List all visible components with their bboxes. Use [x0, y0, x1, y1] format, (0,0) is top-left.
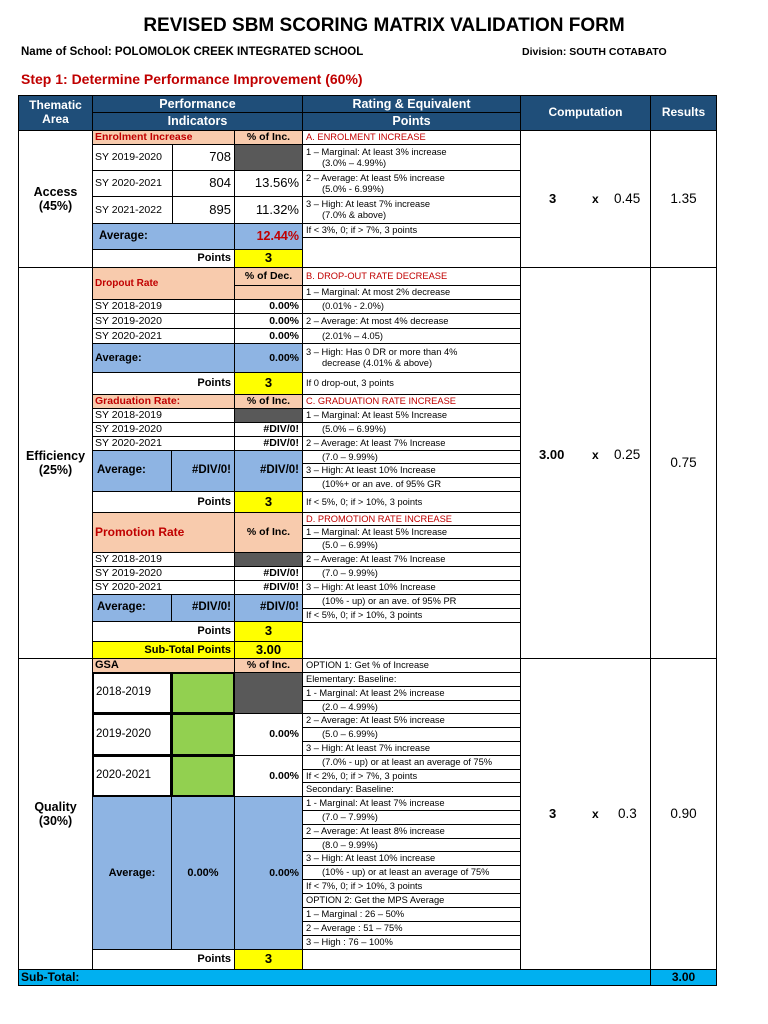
dropout-row-year: SY 2018-2019 [92, 299, 235, 314]
dropout-rating-line [302, 299, 521, 314]
access-rating-title: A. ENROLMENT INCREASE [302, 130, 521, 145]
gsa-row-pct: 0.00% [234, 755, 303, 797]
rating-text: (5.0 – 6.99%) [322, 540, 378, 551]
promotion-row-pct-empty [234, 552, 303, 567]
header-rating-text: Rating & Equivalent [352, 96, 471, 111]
quality-rating-line: 2 – Average: At least 8% increase [302, 824, 521, 839]
promotion-rating-line [302, 538, 521, 553]
gsa-row-input[interactable] [171, 713, 235, 756]
header-computation [520, 95, 651, 131]
dropout-rating-line: 1 – Marginal: At most 2% decrease [302, 285, 521, 300]
rating-text: (2.01% – 4.05) [322, 330, 383, 341]
rating-text: (7.0 – 9.99%) [322, 451, 378, 462]
quality-rating-line [302, 700, 521, 714]
access-row-value: 895 [172, 196, 235, 224]
promotion-rating-line: 2 – Average: At least 7% Increase [302, 552, 521, 567]
quality-rating-line [302, 755, 521, 770]
gsa-pct-label: % of Inc. [234, 658, 303, 673]
promotion-row-year: SY 2020-2021 [92, 580, 235, 595]
quality-rating-line: 2 – Average : 51 – 75% [302, 921, 521, 936]
access-row-value: 804 [172, 170, 235, 197]
access-row-pct: 13.56% [234, 170, 303, 197]
quality-rating-line: 3 – High : 76 – 100% [302, 935, 521, 950]
access-points-value: 3 [234, 249, 303, 268]
graduation-rating-line: 3 – High: At least 10% Increase [302, 463, 521, 478]
access-result-text: 1.35 [670, 191, 697, 207]
graduation-average-label: Average: [92, 450, 172, 492]
gsa-row-pct-empty [234, 672, 303, 714]
efficiency-computation-cell [520, 267, 651, 659]
rating-text: (5.0% – 6.99%) [322, 424, 387, 435]
promotion-points-value: 3 [234, 621, 303, 642]
header-indicators-text: Indicators [167, 114, 228, 129]
promotion-row-year: SY 2019-2020 [92, 566, 235, 581]
access-rating-blank [302, 237, 521, 268]
gsa-row-input[interactable] [171, 672, 235, 714]
access-row-pct-empty [234, 144, 303, 171]
access-average-value: 12.44% [234, 223, 303, 250]
promotion-row-pct: #DIV/0! [234, 566, 303, 581]
access-pct-label: % of Inc. [234, 130, 303, 145]
gsa-row-input[interactable] [171, 755, 235, 797]
efficiency-area-cell [18, 267, 93, 659]
gsa-points-value: 3 [234, 949, 303, 970]
efficiency-comp-points: 3.00 [539, 447, 565, 462]
efficiency-subtotal-value: 3.00 [234, 641, 303, 659]
header-points-text: Points [392, 114, 431, 129]
promotion-average-label: Average: [92, 594, 172, 622]
rating-text: (0.01% - 2.0%) [322, 301, 385, 312]
quality-rating-line [302, 810, 521, 825]
quality-rating-blank [302, 949, 521, 970]
rating-text: 3 – High: Has 0 DR or more than 4% [306, 347, 458, 358]
graduation-average-mid: #DIV/0! [171, 450, 235, 492]
footer-subtotal-value: 3.00 [650, 969, 717, 986]
graduation-rating-line: 1 – Marginal: At least 5% Increase [302, 408, 521, 423]
quality-rating-line: Elementary: Baseline: [302, 672, 521, 687]
promotion-points-label: Points [92, 621, 235, 642]
efficiency-area-name: Efficiency [25, 448, 86, 463]
access-points-label: Points [92, 249, 235, 268]
header-points [302, 112, 521, 131]
dropout-rating-line [302, 328, 521, 344]
header-results [650, 95, 717, 131]
graduation-row-pct: #DIV/0! [234, 422, 303, 437]
quality-rating-line: 3 – High: At least 10% increase [302, 851, 521, 866]
dropout-row-pct: 0.00% [234, 328, 303, 344]
graduation-row-pct-empty [234, 408, 303, 423]
quality-comp-weight: 0.3 [618, 806, 637, 821]
access-average-label-text: Average: [99, 229, 148, 242]
efficiency-subtotal-label: Sub-Total Points [92, 641, 235, 659]
dropout-row-pct: 0.00% [234, 313, 303, 329]
dropout-row-year: SY 2020-2021 [92, 328, 235, 344]
graduation-row-year: SY 2020-2021 [92, 436, 235, 451]
gsa-row-pct: 0.00% [234, 713, 303, 756]
access-comp-points: 3 [549, 191, 557, 206]
quality-rating-line: 1 - Marginal: At least 7% increase [302, 796, 521, 811]
dropout-rating-line: 2 – Average: At most 4% decrease [302, 313, 521, 329]
rating-text: (10%+ or an ave. of 95% GR [322, 479, 442, 490]
access-rating-rule: If < 3%, 0; if > 7%, 3 points [302, 223, 521, 238]
step-heading: Step 1: Determine Performance Improvement (60%) [21, 71, 363, 87]
dropout-row-pct: 0.00% [234, 299, 303, 314]
gsa-row-year: 2020-2021 [92, 755, 172, 797]
rating-text: (7.0% - up) or at least an average of 75% [322, 757, 493, 768]
dropout-indicator-label: Dropout Rate [92, 267, 235, 300]
graduation-rating-rule: If < 5%, 0; if > 10%, 3 points [302, 491, 521, 513]
graduation-rating-line: 2 – Average: At least 7% Increase [302, 436, 521, 451]
access-average-label [92, 223, 235, 250]
efficiency-result-text: 0.75 [670, 455, 697, 471]
access-result [650, 130, 717, 268]
gsa-row-year: 2018-2019 [92, 672, 172, 714]
access-area-name: Access [33, 184, 78, 199]
graduation-row-year: SY 2018-2019 [92, 408, 235, 423]
rating-text: (8.0 – 9.99%) [322, 839, 378, 850]
efficiency-comp-weight: 0.25 [614, 447, 641, 462]
header-indicators [92, 112, 303, 131]
graduation-pct-label: % of Inc. [234, 394, 303, 409]
graduation-points-value: 3 [234, 491, 303, 513]
promotion-rating-blank [302, 622, 521, 659]
rating-text: (5.0 – 6.99%) [322, 729, 378, 740]
promotion-rating-rule: If < 5%, 0; if > 10%, 3 points [302, 608, 521, 623]
dropout-pct-blank [234, 285, 303, 300]
quality-rating-line: 1 – Marginal : 26 – 50% [302, 907, 521, 922]
gsa-points-label: Points [92, 949, 235, 970]
quality-rating-line: Secondary: Baseline: [302, 782, 521, 797]
header-performance-text: Performance [159, 96, 236, 111]
division-name: Division: SOUTH COTABATO [522, 46, 667, 58]
quality-comp-points: 3 [549, 806, 557, 821]
dropout-rating-title: B. DROP-OUT RATE DECREASE [302, 267, 521, 286]
rating-text: (10% - up) or at least an average of 75% [322, 867, 490, 878]
rating-text: 2 – Average: At least 5% increase [306, 172, 445, 183]
graduation-rating-line [302, 422, 521, 437]
access-row-year: SY 2021-2022 [92, 196, 173, 224]
graduation-row-year: SY 2019-2020 [92, 422, 235, 437]
quality-area-cell [18, 658, 93, 970]
gsa-average-label: Average: [92, 796, 172, 950]
rating-text: (5.0% - 6.99%) [322, 183, 385, 194]
quality-rating-line: 3 – High: At least 7% increase [302, 741, 521, 756]
access-row-year: SY 2019-2020 [92, 144, 173, 171]
access-rating-line [302, 196, 521, 224]
gsa-indicator-label: GSA [92, 658, 235, 673]
header-thematic-area [18, 95, 93, 131]
header-thematic-text: Thematic Area [29, 98, 82, 126]
page-title: REVISED SBM SCORING MATRIX VALIDATION FORM [143, 15, 625, 36]
access-row-year: SY 2020-2021 [92, 170, 173, 197]
dropout-points-value: 3 [234, 372, 303, 395]
rating-text: (7.0 – 7.99%) [322, 812, 378, 823]
quality-result [650, 658, 717, 970]
header-rating [302, 95, 521, 113]
dropout-average-label: Average: [92, 343, 235, 373]
quality-rating-line [302, 838, 521, 852]
footer-subtotal-label: Sub-Total: [18, 969, 651, 986]
quality-rating-line [302, 727, 521, 742]
access-comp-x: x [592, 192, 599, 206]
quality-result-text: 0.90 [670, 806, 697, 822]
quality-rating-line: 2 – Average: At least 5% increase [302, 713, 521, 728]
rating-text: decrease (4.01% & above) [322, 358, 433, 368]
rating-text: (3.0% – 4.99%) [322, 157, 387, 168]
dropout-pct-label: % of Dec. [234, 267, 303, 286]
graduation-points-label: Points [92, 491, 235, 513]
gsa-row-year: 2019-2020 [92, 713, 172, 756]
rating-text: (10% - up) or an ave. of 95% PR [322, 596, 457, 607]
quality-rating-line: If < 2%, 0; if > 7%, 3 points [302, 769, 521, 783]
gsa-average-mid: 0.00% [171, 796, 235, 950]
promotion-rating-line [302, 566, 521, 581]
graduation-rating-line [302, 450, 521, 464]
graduation-rating-line [302, 477, 521, 492]
promotion-rating-title: D. PROMOTION RATE INCREASE [302, 512, 521, 526]
efficiency-result [650, 267, 717, 659]
dropout-points-label: Points [92, 372, 235, 395]
quality-rating-line: OPTION 1: Get % of Increase [302, 658, 521, 673]
header-results-text: Results [661, 105, 706, 120]
efficiency-comp-x: x [592, 448, 599, 462]
promotion-rating-line: 1 – Marginal: At least 5% Increase [302, 525, 521, 539]
rating-text: 1 – Marginal: At least 3% increase [306, 146, 447, 157]
quality-rating-line: 1 - Marginal: At least 2% increase [302, 686, 521, 701]
quality-rating-line: OPTION 2: Get the MPS Average [302, 893, 521, 908]
promotion-rating-line [302, 594, 521, 609]
access-row-pct: 11.32% [234, 196, 303, 224]
dropout-average-value: 0.00% [234, 343, 303, 373]
dropout-rating-rule: If 0 drop-out, 3 points [302, 372, 521, 395]
quality-comp-x: x [592, 807, 599, 821]
graduation-average-value: #DIV/0! [234, 450, 303, 492]
rating-text: (2.0 – 4.99%) [322, 701, 378, 712]
promotion-average-value: #DIV/0! [234, 594, 303, 622]
promotion-indicator-label: Promotion Rate [92, 512, 235, 553]
graduation-rating-title: C. GRADUATION RATE INCREASE [302, 394, 521, 409]
promotion-pct-label: % of Inc. [234, 512, 303, 553]
access-area-cell [18, 130, 93, 268]
promotion-average-mid: #DIV/0! [171, 594, 235, 622]
dropout-row-year: SY 2019-2020 [92, 313, 235, 329]
header-computation-text: Computation [548, 105, 623, 120]
access-area-weight: (45%) [38, 199, 73, 213]
quality-rating-line: If < 7%, 0; if > 10%, 3 points [302, 879, 521, 894]
efficiency-area-weight: (25%) [38, 463, 73, 477]
header-performance [92, 95, 303, 113]
access-indicator-label: Enrolment Increase [92, 130, 235, 145]
school-name: Name of School: POLOMOLOK CREEK INTEGRATED SCHOOL [21, 46, 364, 58]
promotion-row-year: SY 2018-2019 [92, 552, 235, 567]
rating-text: (7.0% & above) [322, 210, 387, 220]
access-comp-weight: 0.45 [614, 191, 641, 206]
quality-area-weight: (30%) [38, 814, 73, 828]
dropout-rating-line [302, 343, 521, 373]
access-rating-line [302, 170, 521, 197]
promotion-rating-line: 3 – High: At least 10% Increase [302, 580, 521, 595]
access-row-value: 708 [172, 144, 235, 171]
promotion-row-pct: #DIV/0! [234, 580, 303, 595]
quality-rating-line [302, 865, 521, 880]
rating-text: 3 – High: At least 7% increase [306, 199, 431, 210]
graduation-indicator-label: Graduation Rate: [92, 394, 235, 409]
quality-area-name: Quality [34, 799, 77, 814]
graduation-row-pct: #DIV/0! [234, 436, 303, 451]
rating-text: (7.0 – 9.99%) [322, 568, 378, 579]
gsa-average-value: 0.00% [234, 796, 303, 950]
access-rating-line [302, 144, 521, 171]
